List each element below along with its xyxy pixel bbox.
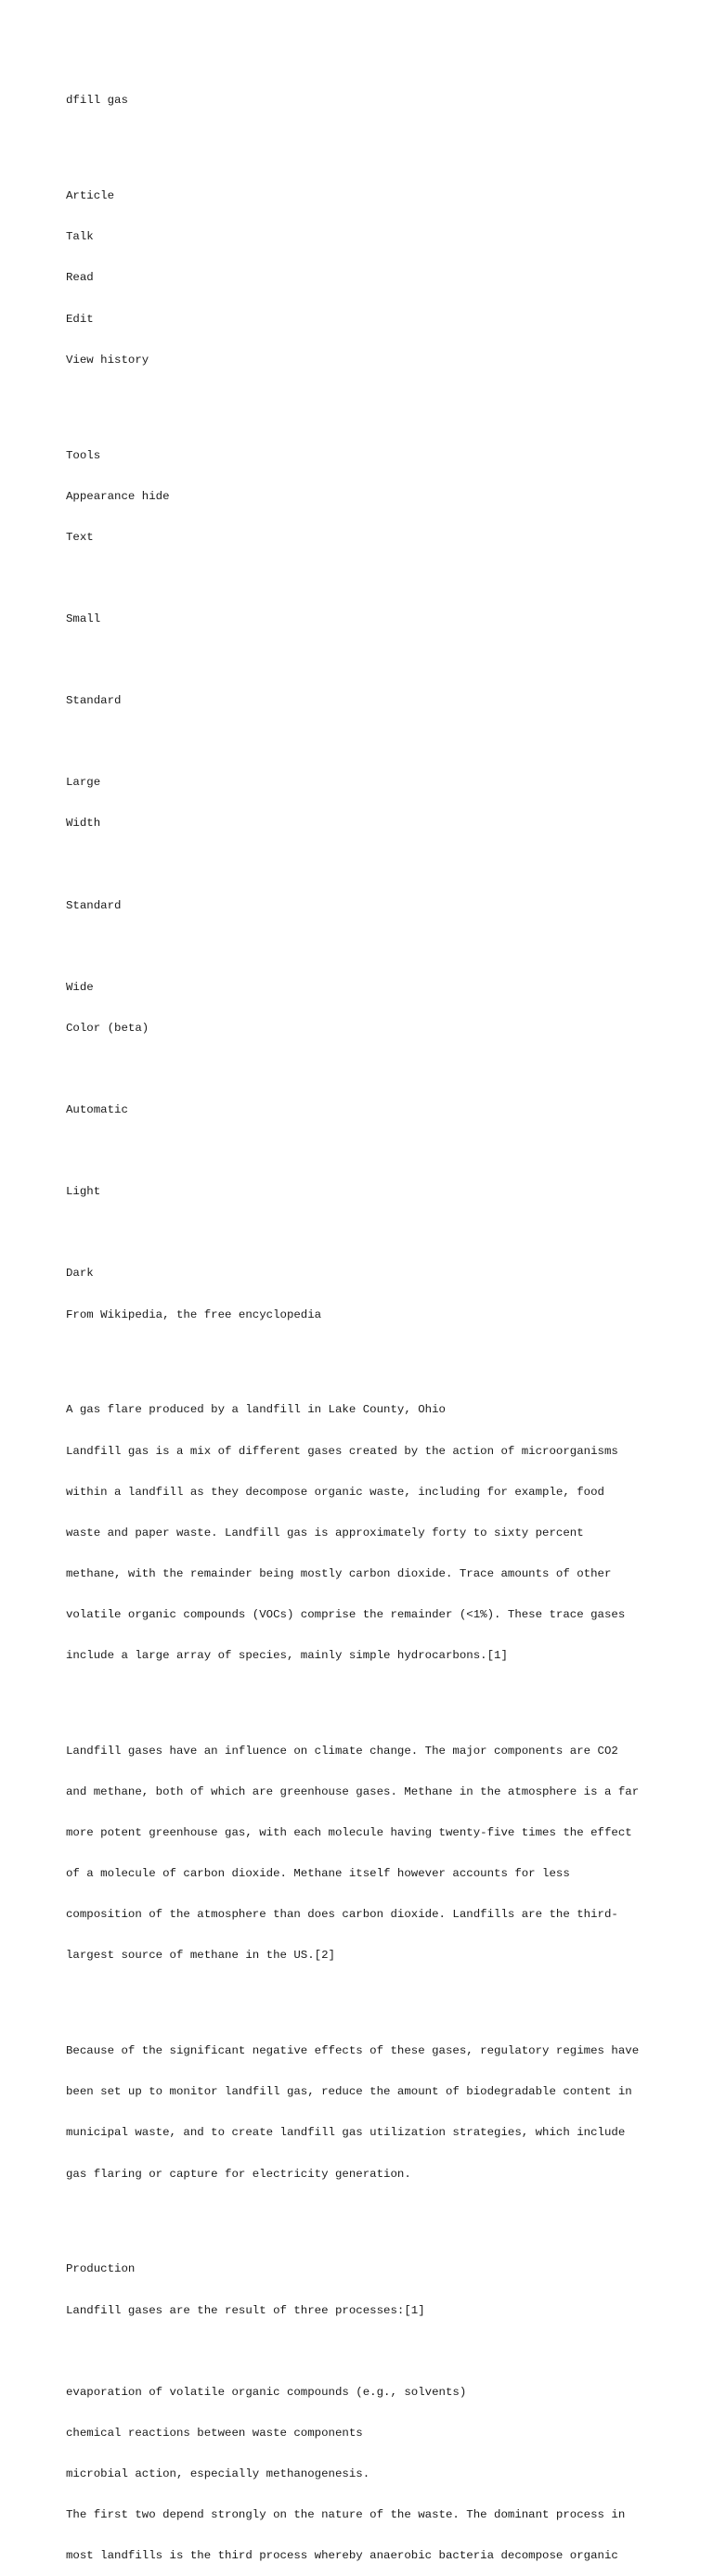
paragraph-line: composition of the atmosphere than does carbon dioxide. Landfills are the third- xyxy=(66,1908,618,1922)
list-item: chemical reactions between waste components xyxy=(66,2426,363,2440)
page-title: dfill gas xyxy=(66,94,128,108)
tab-read[interactable]: Read xyxy=(66,271,94,285)
appearance-hide-toggle[interactable]: Appearance hide xyxy=(66,489,170,503)
tab-article[interactable]: Article xyxy=(66,189,115,203)
width-wide-option[interactable]: Wide xyxy=(66,980,94,994)
text-size-small-option[interactable]: Small xyxy=(66,612,101,625)
article-tagline: From Wikipedia, the free encyclopedia xyxy=(66,1307,322,1321)
color-label: Color (beta) xyxy=(66,1021,149,1035)
image-caption: A gas flare produced by a landfill in Lake County, Ohio xyxy=(66,1403,446,1417)
paragraph-line: Landfill gases have an influence on climate change. The major components are CO2 xyxy=(66,1744,618,1758)
paragraph-line: include a large array of species, mainly simple hydrocarbons.[1] xyxy=(66,1648,508,1662)
paragraph-line: been set up to monitor landfill gas, reduce the amount of biodegradable content in xyxy=(66,2085,632,2099)
paragraph-line: within a landfill as they decompose organic waste, including for example, food xyxy=(66,1485,604,1499)
color-dark-option[interactable]: Dark xyxy=(66,1267,94,1281)
tab-talk[interactable]: Talk xyxy=(66,230,94,244)
tools-menu[interactable]: Tools xyxy=(66,448,101,462)
color-light-option[interactable]: Light xyxy=(66,1185,101,1199)
paragraph-line: and methane, both of which are greenhouse gases. Methane in the atmosphere is a far xyxy=(66,1784,640,1798)
list-item: evaporation of volatile organic compounds (e.g., solvents) xyxy=(66,2385,467,2399)
article-page xyxy=(66,67,660,2576)
production-intro: Landfill gases are the result of three processes:[1] xyxy=(66,2303,425,2317)
paragraph-line: The first two depend strongly on the nature of the waste. The dominant process in xyxy=(66,2507,626,2521)
paragraph-line: municipal waste, and to create landfill gas utilization strategies, which include xyxy=(66,2126,626,2140)
paragraph-line: more potent greenhouse gas, with each molecule having twenty-five times the effect xyxy=(66,1826,632,1840)
paragraph-line: methane, with the remainder being mostly carbon dioxide. Trace amounts of other xyxy=(66,1566,612,1580)
paragraph-line: of a molecule of carbon dioxide. Methane itself however accounts for less xyxy=(66,1867,570,1881)
text-size-standard-option[interactable]: Standard xyxy=(66,694,122,708)
paragraph-line: most landfills is the third process whereby anaerobic bacteria decompose organic xyxy=(66,2549,618,2563)
text-size-label: Text xyxy=(66,530,94,544)
paragraph-line: Landfill gas is a mix of different gases created by the action of microorganisms xyxy=(66,1444,618,1458)
paragraph-line: Because of the significant negative effects of these gases, regulatory regimes have xyxy=(66,2044,640,2058)
section-heading-production: Production xyxy=(66,2262,136,2276)
paragraph-line: largest source of methane in the US.[2] xyxy=(66,1949,335,1963)
width-label: Width xyxy=(66,817,101,831)
paragraph-line: gas flaring or capture for electricity generation. xyxy=(66,2167,411,2181)
tab-edit[interactable]: Edit xyxy=(66,312,94,326)
color-automatic-option[interactable]: Automatic xyxy=(66,1103,128,1117)
tab-view-history[interactable]: View history xyxy=(66,353,149,367)
list-item: microbial action, especially methanogenesis. xyxy=(66,2467,370,2480)
paragraph-line: waste and paper waste. Landfill gas is approximately forty to sixty percent xyxy=(66,1526,584,1539)
paragraph-line: volatile organic compounds (VOCs) comprise the remainder (<1%). These trace gases xyxy=(66,1607,626,1621)
text-size-large-option[interactable]: Large xyxy=(66,776,101,790)
width-standard-option[interactable]: Standard xyxy=(66,898,122,912)
